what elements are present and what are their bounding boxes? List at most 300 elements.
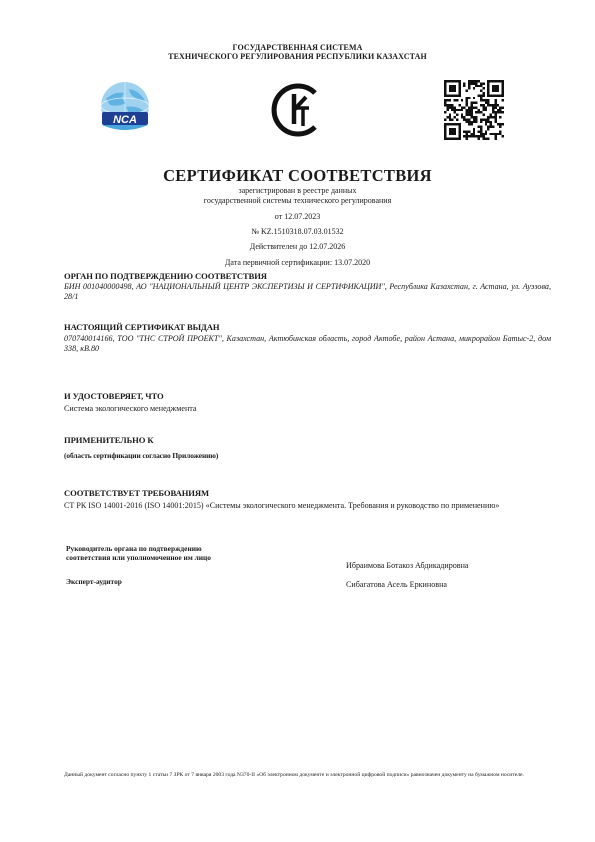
qr-module bbox=[468, 121, 470, 123]
qr-module bbox=[451, 90, 453, 92]
qr-module bbox=[451, 104, 453, 106]
qr-module bbox=[502, 82, 504, 84]
qr-module bbox=[444, 133, 446, 135]
qr-module bbox=[470, 123, 472, 125]
requirements-heading: СООТВЕТСТВУЕТ ТРЕБОВАНИЯМ bbox=[64, 488, 209, 498]
qr-module bbox=[449, 104, 451, 106]
qr-module bbox=[490, 116, 492, 118]
qr-module bbox=[497, 80, 499, 82]
qr-module bbox=[454, 85, 456, 87]
qr-module bbox=[487, 99, 489, 101]
qr-module bbox=[444, 128, 446, 130]
qr-module bbox=[494, 94, 496, 96]
qr-module bbox=[478, 94, 480, 96]
qr-module bbox=[461, 116, 463, 118]
head-label-line-2: соответствия или уполномоченное им лицо bbox=[66, 553, 211, 562]
qr-module bbox=[492, 90, 494, 92]
issued-to-text: 070740014166, ТОО "ТНС СТРОЙ ПРОЕКТ", Казахстан, Актюбинская область, город Актобе, район Астана, микрорайон Батыс-2, дом 338, кВ.80 bbox=[64, 334, 551, 353]
qr-module bbox=[485, 133, 487, 135]
qr-module bbox=[475, 121, 477, 123]
qr-module bbox=[499, 80, 501, 82]
qr-module bbox=[499, 133, 501, 135]
issued-to-heading: НАСТОЯЩИЙ СЕРТИФИКАТ ВЫДАН bbox=[64, 322, 220, 332]
qr-module bbox=[482, 133, 484, 135]
qr-module bbox=[475, 118, 477, 120]
qr-module bbox=[444, 82, 446, 84]
qr-module bbox=[454, 138, 456, 140]
qr-module bbox=[499, 94, 501, 96]
qr-module bbox=[485, 123, 487, 125]
qr-module bbox=[446, 80, 448, 82]
qr-module bbox=[482, 94, 484, 96]
qr-module bbox=[468, 82, 470, 84]
qr-module bbox=[458, 94, 460, 96]
qr-module bbox=[466, 135, 468, 137]
qr-module bbox=[466, 111, 468, 113]
qr-module bbox=[494, 114, 496, 116]
qr-module bbox=[444, 104, 446, 106]
qr-module bbox=[466, 97, 468, 99]
qr-module bbox=[444, 123, 446, 125]
qr-module bbox=[458, 128, 460, 130]
qr-module bbox=[458, 90, 460, 92]
qr-module bbox=[480, 82, 482, 84]
qr-module bbox=[466, 114, 468, 116]
qr-module bbox=[494, 104, 496, 106]
qr-module bbox=[454, 111, 456, 113]
qr-module bbox=[470, 106, 472, 108]
qr-module bbox=[475, 116, 477, 118]
qr-module bbox=[475, 135, 477, 137]
qr-module bbox=[451, 123, 453, 125]
qr-module bbox=[485, 118, 487, 120]
qr-module bbox=[454, 87, 456, 89]
qr-module bbox=[487, 82, 489, 84]
qr-module bbox=[449, 118, 451, 120]
qr-module bbox=[475, 111, 477, 113]
qr-module bbox=[482, 92, 484, 94]
qr-module bbox=[454, 130, 456, 132]
qr-module bbox=[451, 130, 453, 132]
qr-module bbox=[502, 106, 504, 108]
qr-module bbox=[475, 106, 477, 108]
qr-module bbox=[468, 111, 470, 113]
qr-module bbox=[499, 126, 501, 128]
qr-module bbox=[497, 123, 499, 125]
qr-module bbox=[473, 128, 475, 130]
qr-module bbox=[497, 94, 499, 96]
qr-code bbox=[444, 80, 504, 140]
qr-module bbox=[444, 138, 446, 140]
qr-module bbox=[454, 80, 456, 82]
qr-module bbox=[451, 133, 453, 135]
qr-module bbox=[451, 80, 453, 82]
qr-module bbox=[482, 138, 484, 140]
qr-module bbox=[494, 121, 496, 123]
qr-module bbox=[485, 99, 487, 101]
qr-module bbox=[444, 102, 446, 104]
nca-logo-text: NCA bbox=[113, 114, 137, 126]
qr-module bbox=[449, 85, 451, 87]
qr-module bbox=[492, 94, 494, 96]
qr-module bbox=[451, 118, 453, 120]
qr-module bbox=[458, 109, 460, 111]
qr-module bbox=[487, 80, 489, 82]
qr-module bbox=[456, 114, 458, 116]
qr-module bbox=[482, 118, 484, 120]
qr-module bbox=[444, 118, 446, 120]
registry-line-2: государственной системы технического регулирования bbox=[203, 196, 392, 205]
qr-module bbox=[449, 94, 451, 96]
qr-module bbox=[470, 121, 472, 123]
qr-module bbox=[458, 126, 460, 128]
qr-module bbox=[480, 126, 482, 128]
certificate-title: СЕРТИФИКАТ СООТВЕТСТВИЯ bbox=[163, 166, 432, 185]
qr-module bbox=[468, 106, 470, 108]
qr-module bbox=[478, 138, 480, 140]
qr-module bbox=[492, 109, 494, 111]
qr-module bbox=[463, 135, 465, 137]
qr-module bbox=[492, 133, 494, 135]
qr-module bbox=[494, 106, 496, 108]
qr-module bbox=[497, 85, 499, 87]
qr-module bbox=[444, 90, 446, 92]
qr-module bbox=[487, 138, 489, 140]
qr-module bbox=[456, 94, 458, 96]
registry-number: № KZ.1510318.07.03.01532 bbox=[251, 227, 344, 236]
qr-module bbox=[466, 104, 468, 106]
qr-module bbox=[451, 138, 453, 140]
qr-module bbox=[456, 118, 458, 120]
legal-footer: Данный документ согласно пункту 1 статьи 7 ЗРК от 7 января 2003 года N370-II «Об электронном документе и электронной цифровой подписи» равнозначен документу на бумажном носителе. bbox=[64, 772, 524, 778]
qr-module bbox=[458, 123, 460, 125]
qr-module bbox=[473, 121, 475, 123]
qr-module bbox=[490, 126, 492, 128]
qr-module bbox=[456, 138, 458, 140]
qr-module bbox=[470, 116, 472, 118]
qr-module bbox=[487, 104, 489, 106]
qr-module bbox=[473, 87, 475, 89]
qr-module bbox=[470, 133, 472, 135]
qr-module bbox=[494, 99, 496, 101]
qr-module bbox=[463, 85, 465, 87]
applicable-heading: ПРИМЕНИТЕЛЬНО К bbox=[64, 435, 154, 445]
qr-module bbox=[458, 135, 460, 137]
qr-module bbox=[482, 135, 484, 137]
kz-conformity-mark bbox=[268, 80, 328, 140]
head-name: Ибраимова Ботакоз Абдикадировна bbox=[346, 561, 469, 570]
qr-module bbox=[470, 109, 472, 111]
qr-module bbox=[468, 130, 470, 132]
qr-module bbox=[494, 135, 496, 137]
qr-module bbox=[451, 109, 453, 111]
qr-module bbox=[494, 85, 496, 87]
qr-module bbox=[492, 111, 494, 113]
qr-module bbox=[454, 116, 456, 118]
qr-module bbox=[458, 104, 460, 106]
header-line-2: ТЕХНИЧЕСКОГО РЕГУЛИРОВАНИЯ РЕСПУБЛИКИ КАЗАХСТАН bbox=[168, 52, 427, 61]
qr-module bbox=[490, 94, 492, 96]
qr-module bbox=[468, 80, 470, 82]
qr-module bbox=[468, 109, 470, 111]
qr-module bbox=[470, 135, 472, 137]
qr-module bbox=[499, 130, 501, 132]
qr-module bbox=[444, 99, 446, 101]
qr-module bbox=[497, 87, 499, 89]
qr-module bbox=[485, 121, 487, 123]
qr-module bbox=[470, 104, 472, 106]
qr-module bbox=[446, 138, 448, 140]
qr-module bbox=[473, 80, 475, 82]
qr-module bbox=[480, 97, 482, 99]
qr-module bbox=[470, 111, 472, 113]
qr-module bbox=[478, 80, 480, 82]
qr-module bbox=[490, 121, 492, 123]
qr-module bbox=[480, 128, 482, 130]
qr-module bbox=[487, 116, 489, 118]
nca-logo bbox=[96, 79, 154, 137]
qr-module bbox=[468, 97, 470, 99]
qr-module bbox=[468, 135, 470, 137]
qr-module bbox=[487, 118, 489, 120]
qr-module bbox=[468, 114, 470, 116]
qr-module bbox=[502, 111, 504, 113]
qr-module bbox=[458, 130, 460, 132]
qr-module bbox=[446, 104, 448, 106]
qr-module bbox=[480, 104, 482, 106]
qr-module bbox=[492, 104, 494, 106]
qr-module bbox=[446, 116, 448, 118]
qr-module bbox=[466, 133, 468, 135]
registry-date: от 12.07.2023 bbox=[274, 212, 321, 221]
qr-module bbox=[502, 85, 504, 87]
qr-module bbox=[470, 80, 472, 82]
qr-module bbox=[487, 85, 489, 87]
qr-module bbox=[466, 99, 468, 101]
qr-module bbox=[478, 135, 480, 137]
qr-module bbox=[446, 99, 448, 101]
qr-module bbox=[494, 90, 496, 92]
qr-module bbox=[473, 135, 475, 137]
qr-module bbox=[480, 111, 482, 113]
qr-module bbox=[451, 94, 453, 96]
qr-module bbox=[449, 130, 451, 132]
qr-module bbox=[478, 109, 480, 111]
expert-name: Сибагатова Асель Еркиновна bbox=[346, 580, 448, 589]
qr-module bbox=[473, 130, 475, 132]
qr-module bbox=[494, 138, 496, 140]
qr-module bbox=[480, 121, 482, 123]
qr-module bbox=[482, 87, 484, 89]
qr-module bbox=[463, 130, 465, 132]
qr-module bbox=[444, 126, 446, 128]
certifies-text: Система экологического менеджмента bbox=[64, 404, 197, 413]
qr-module bbox=[466, 138, 468, 140]
certifies-heading: И УДОСТОВЕРЯЕТ, ЧТО bbox=[64, 391, 164, 401]
qr-module bbox=[475, 102, 477, 104]
qr-module bbox=[470, 102, 472, 104]
cert-body-heading: ОРГАН ПО ПОДТВЕРЖДЕНИЮ СООТВЕТСТВИЯ bbox=[64, 271, 267, 281]
first-certification-date: Дата первичной сертификации: 13.07.2020 bbox=[224, 258, 371, 267]
qr-module bbox=[458, 80, 460, 82]
qr-module bbox=[487, 121, 489, 123]
qr-module bbox=[461, 109, 463, 111]
qr-module bbox=[487, 92, 489, 94]
qr-module bbox=[444, 85, 446, 87]
qr-module bbox=[466, 121, 468, 123]
qr-module bbox=[494, 111, 496, 113]
qr-module bbox=[485, 106, 487, 108]
qr-module bbox=[458, 85, 460, 87]
qr-module bbox=[463, 82, 465, 84]
qr-module bbox=[482, 114, 484, 116]
qr-module bbox=[454, 94, 456, 96]
qr-module bbox=[485, 130, 487, 132]
qr-module bbox=[480, 135, 482, 137]
qr-module bbox=[458, 138, 460, 140]
qr-module bbox=[487, 102, 489, 104]
qr-module bbox=[444, 87, 446, 89]
qr-module bbox=[449, 90, 451, 92]
qr-module bbox=[463, 118, 465, 120]
qr-module bbox=[487, 126, 489, 128]
qr-module bbox=[454, 109, 456, 111]
qr-module bbox=[499, 106, 501, 108]
qr-module bbox=[482, 106, 484, 108]
qr-module bbox=[446, 94, 448, 96]
qr-module bbox=[451, 85, 453, 87]
qr-module bbox=[451, 128, 453, 130]
qr-module bbox=[454, 128, 456, 130]
qr-module bbox=[458, 92, 460, 94]
qr-module bbox=[468, 118, 470, 120]
qr-module bbox=[444, 135, 446, 137]
qr-module bbox=[480, 130, 482, 132]
qr-module bbox=[468, 85, 470, 87]
qr-module bbox=[446, 109, 448, 111]
qr-module bbox=[502, 123, 504, 125]
qr-module bbox=[497, 104, 499, 106]
qr-module bbox=[502, 94, 504, 96]
header-line-1: ГОСУДАРСТВЕННАЯ СИСТЕМА bbox=[232, 43, 363, 52]
qr-module bbox=[490, 133, 492, 135]
qr-module bbox=[497, 109, 499, 111]
qr-module bbox=[490, 123, 492, 125]
qr-module bbox=[497, 111, 499, 113]
qr-module bbox=[454, 133, 456, 135]
requirements-text: СТ РК ISO 14001-2016 (ISO 14001:2015) «Системы экологического менеджмента. Требования и руководство по применению» bbox=[64, 501, 500, 510]
cert-body-text: БИН 001040000498, АО "НАЦИОНАЛЬНЫЙ ЦЕНТР ЭКСПЕРТИЗЫ И СЕРТИФИКАЦИИ", Республика Казахстан, г. Астана, ул. Ауэзова, 28/1 bbox=[64, 282, 551, 301]
qr-module bbox=[487, 90, 489, 92]
qr-module bbox=[458, 87, 460, 89]
qr-module bbox=[492, 87, 494, 89]
qr-module bbox=[454, 123, 456, 125]
qr-module bbox=[473, 97, 475, 99]
qr-module bbox=[499, 116, 501, 118]
qr-module bbox=[478, 111, 480, 113]
qr-module bbox=[454, 90, 456, 92]
qr-module bbox=[482, 104, 484, 106]
qr-module bbox=[482, 109, 484, 111]
qr-module bbox=[487, 128, 489, 130]
qr-module bbox=[490, 114, 492, 116]
qr-module bbox=[446, 123, 448, 125]
qr-module bbox=[502, 135, 504, 137]
qr-module bbox=[468, 123, 470, 125]
qr-module bbox=[449, 123, 451, 125]
qr-module bbox=[502, 90, 504, 92]
qr-module bbox=[480, 94, 482, 96]
qr-module bbox=[475, 80, 477, 82]
qr-module bbox=[444, 80, 446, 82]
qr-module bbox=[468, 87, 470, 89]
qr-module bbox=[444, 94, 446, 96]
qr-module bbox=[451, 106, 453, 108]
qr-module bbox=[494, 133, 496, 135]
qr-module bbox=[449, 99, 451, 101]
qr-module bbox=[461, 99, 463, 101]
qr-module bbox=[480, 118, 482, 120]
qr-module bbox=[463, 106, 465, 108]
qr-module bbox=[490, 80, 492, 82]
qr-module bbox=[502, 99, 504, 101]
qr-module bbox=[451, 87, 453, 89]
qr-module bbox=[473, 116, 475, 118]
qr-module bbox=[449, 106, 451, 108]
valid-until: Действителен до 12.07.2026 bbox=[249, 242, 346, 251]
qr-module bbox=[478, 85, 480, 87]
qr-module bbox=[473, 82, 475, 84]
qr-module bbox=[444, 111, 446, 113]
qr-module bbox=[454, 99, 456, 101]
qr-module bbox=[473, 118, 475, 120]
qr-module bbox=[466, 102, 468, 104]
qr-module bbox=[492, 80, 494, 82]
applicable-scope: (область сертификации согласно Приложению) bbox=[64, 451, 219, 460]
qr-module bbox=[449, 138, 451, 140]
qr-module bbox=[487, 87, 489, 89]
qr-module bbox=[458, 82, 460, 84]
qr-module bbox=[499, 123, 501, 125]
qr-module bbox=[494, 118, 496, 120]
qr-module bbox=[482, 99, 484, 101]
qr-module bbox=[497, 90, 499, 92]
qr-module bbox=[494, 80, 496, 82]
qr-module bbox=[473, 106, 475, 108]
qr-module bbox=[470, 114, 472, 116]
qr-module bbox=[502, 80, 504, 82]
qr-module bbox=[456, 123, 458, 125]
qr-module bbox=[456, 80, 458, 82]
qr-module bbox=[470, 82, 472, 84]
qr-module bbox=[485, 138, 487, 140]
qr-module bbox=[480, 85, 482, 87]
qr-module bbox=[480, 90, 482, 92]
qr-module bbox=[475, 85, 477, 87]
qr-module bbox=[446, 106, 448, 108]
qr-module bbox=[449, 116, 451, 118]
qr-module bbox=[444, 130, 446, 132]
qr-module bbox=[502, 87, 504, 89]
qr-module bbox=[485, 109, 487, 111]
qr-module bbox=[449, 128, 451, 130]
head-label-line-1: Руководитель органа по подтверждению bbox=[66, 544, 202, 553]
qr-module bbox=[456, 109, 458, 111]
qr-module bbox=[490, 104, 492, 106]
qr-module bbox=[492, 126, 494, 128]
qr-module bbox=[463, 116, 465, 118]
qr-module bbox=[492, 116, 494, 118]
